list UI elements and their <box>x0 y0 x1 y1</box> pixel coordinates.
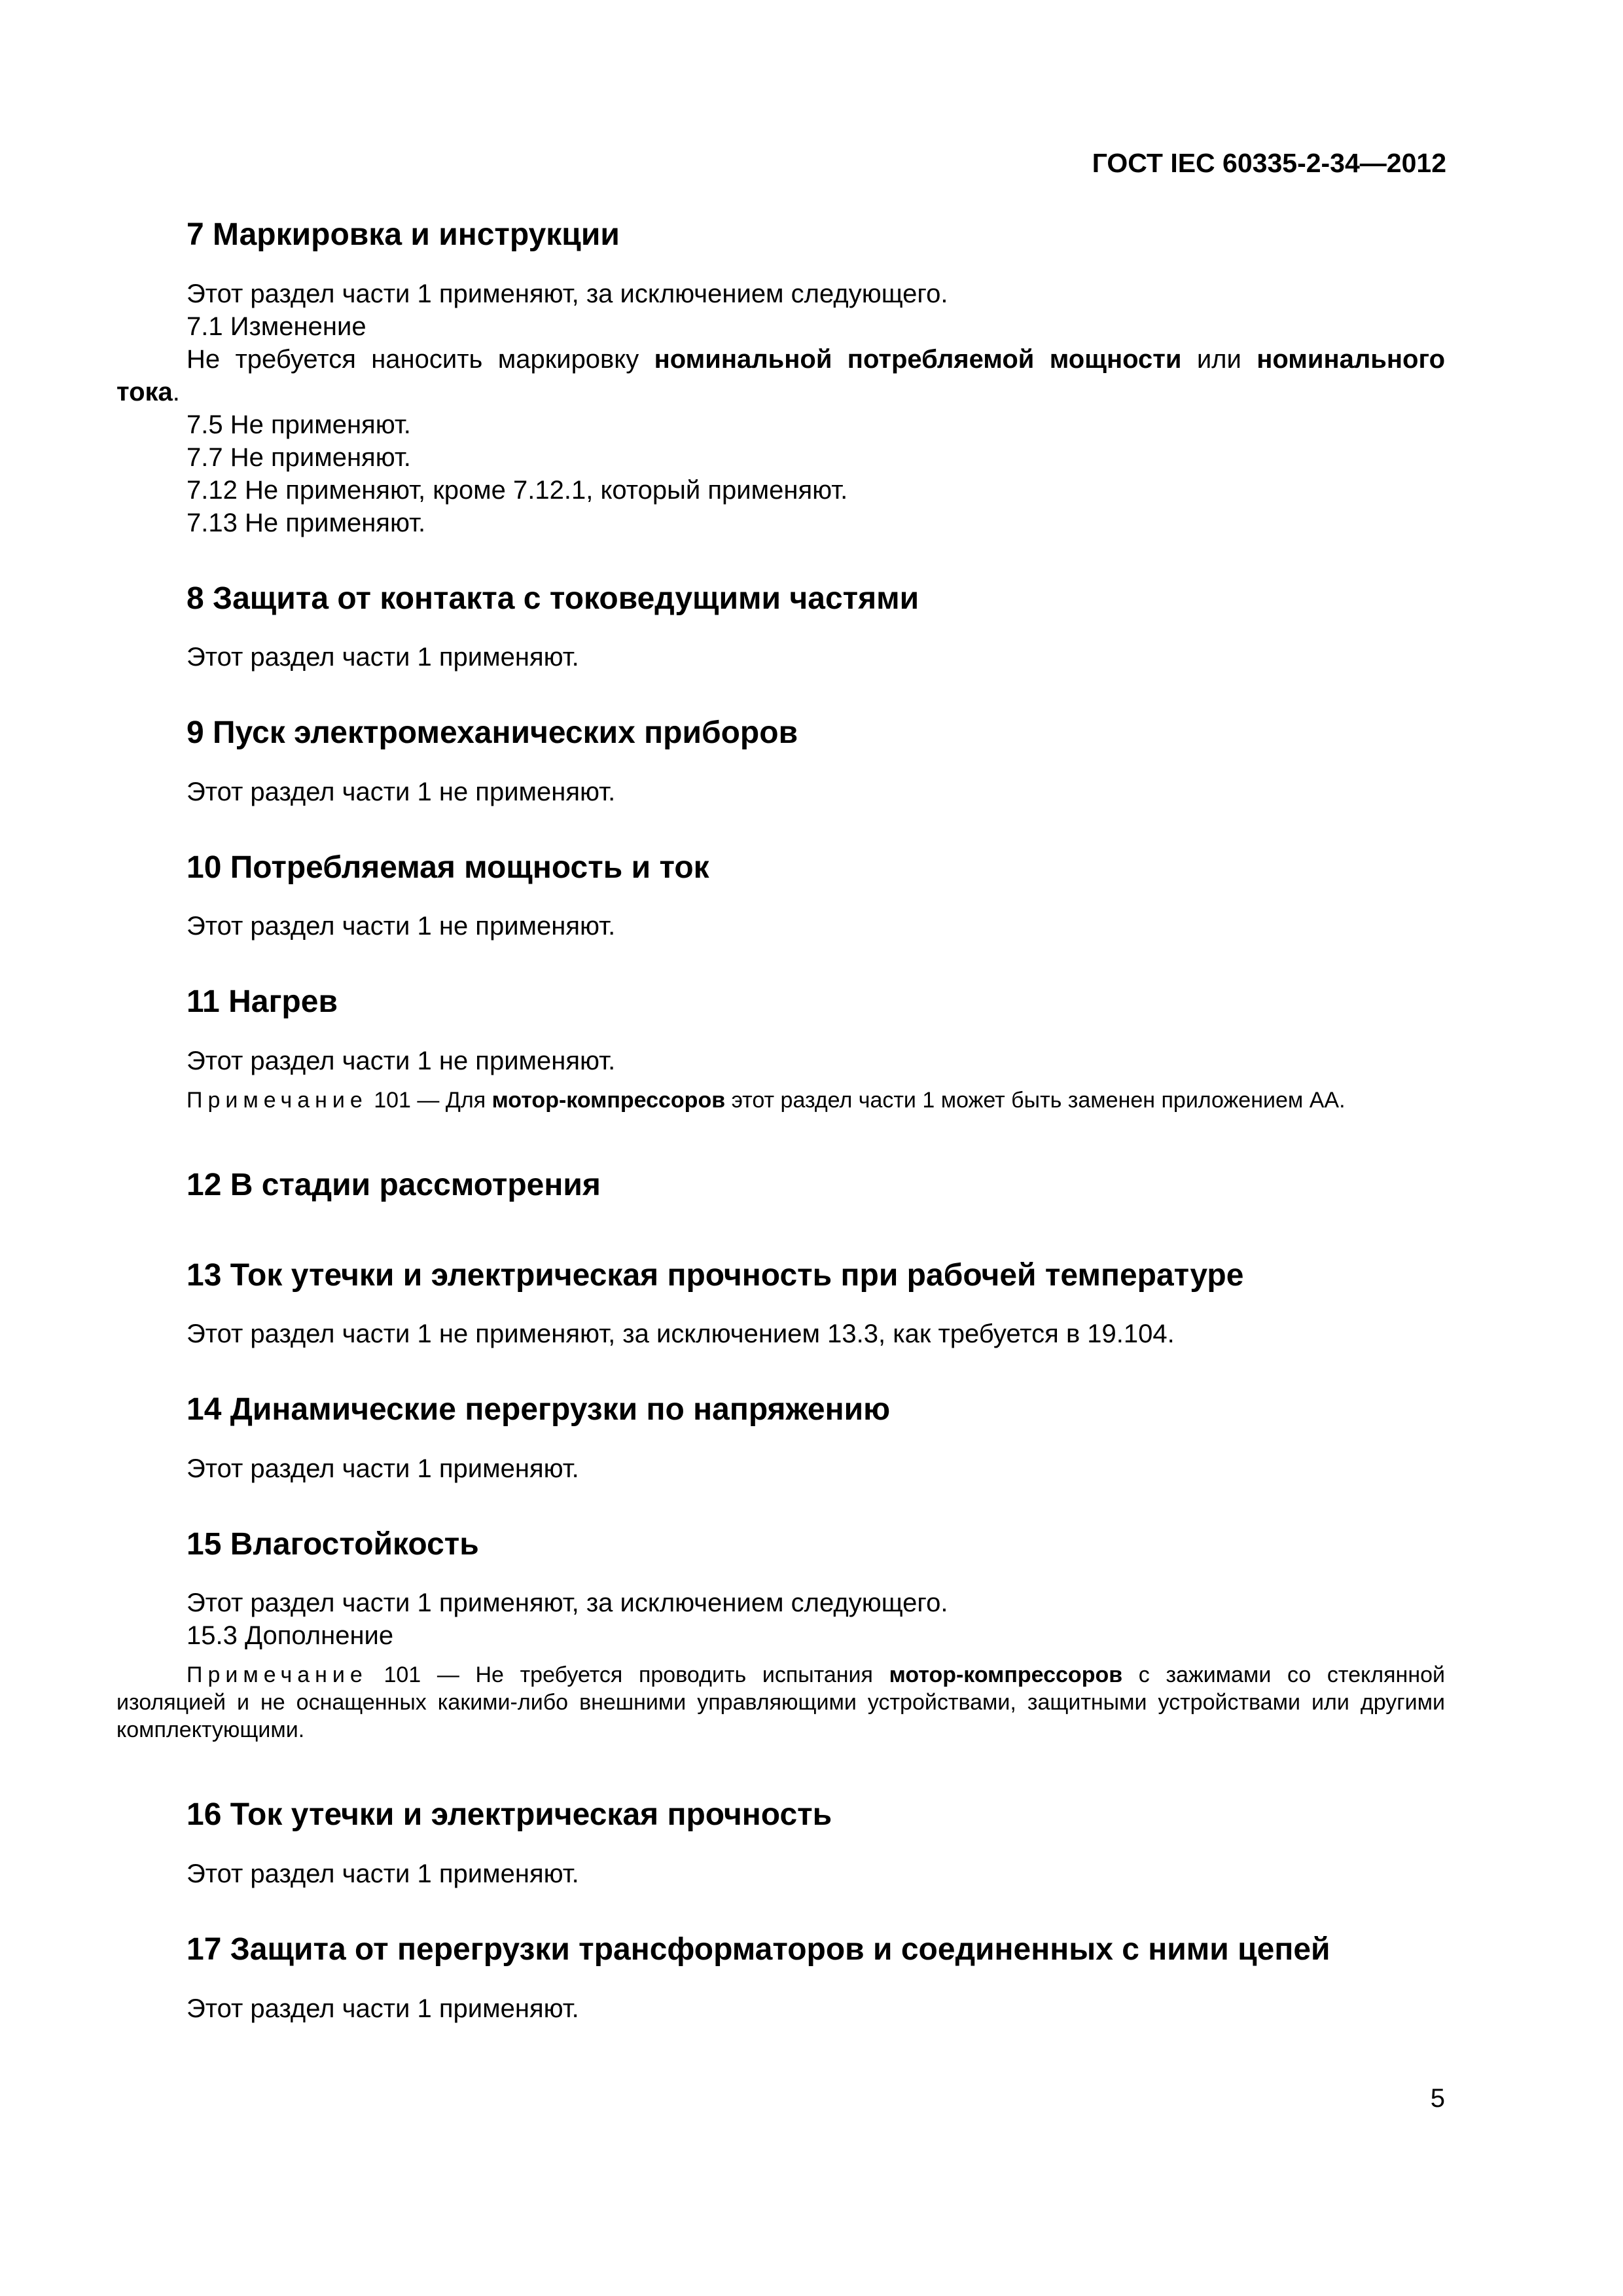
section-14-text: Этот раздел части 1 применяют. <box>187 1454 579 1483</box>
page-number: 5 <box>1430 2084 1445 2113</box>
clause-7-13: 7.13 Не применяют. <box>187 508 426 537</box>
term-rated-current: номинального тока <box>116 344 1446 406</box>
section-16-title: 16 Ток утечки и электрическая прочность <box>187 1797 832 1833</box>
note-text-a: 101 — Для <box>367 1087 492 1113</box>
section-17-title: 17 Защита от перегрузки трансформаторов и соединенных с ними цепей <box>187 1931 1330 1967</box>
clause-7-7: 7.7 Не применяют. <box>187 442 411 472</box>
document-code: ГОСТ IEC 60335-2-34—2012 <box>1092 148 1446 178</box>
section-9-title: 9 Пуск электромеханических приборов <box>187 715 798 751</box>
clause-15-3: 15.3 Дополнение <box>187 1621 394 1651</box>
term-motor-compressors: мотор-компрессоров <box>491 1087 726 1113</box>
section-8-text: Этот раздел части 1 применяют. <box>187 643 579 672</box>
section-8-title: 8 Защита от контакта с токоведущими частями <box>187 581 919 616</box>
term-rated-power: номинальной потребляемой мощности <box>654 344 1182 374</box>
note-label: Примечание <box>187 1662 368 1688</box>
section-15-note <box>116 1661 1445 1744</box>
clause-7-5: 7.5 Не применяют. <box>187 410 411 439</box>
section-9-text: Этот раздел части 1 не применяют. <box>187 777 616 806</box>
section-11-title: 11 Нагрев <box>187 984 338 1020</box>
note-label: Примечание <box>187 1087 368 1113</box>
section-12-title: 12 В стадии рассмотрения <box>187 1167 601 1202</box>
section-10-title: 10 Потребляемая мощность и ток <box>187 850 709 885</box>
section-7-title: 7 Маркировка и инструкции <box>187 217 620 252</box>
note-text-c: с зажимами со стеклянной изоляцией и не оснащенных какими-либо внешними управляющими устройствами, защитными устройствами или другими комплектующими. <box>116 1662 1445 1743</box>
section-11-note <box>116 1086 1445 1114</box>
section-13-title: 13 Ток утечки и электрическая прочность при рабочей температуре <box>187 1257 1244 1293</box>
clause-7-1-text-c: или <box>1181 344 1257 374</box>
clause-7-1-text <box>116 343 1445 408</box>
clause-7-1-text-a: Не требуется наносить маркировку <box>187 344 654 374</box>
note-text-c: этот раздел части 1 может быть заменен приложением АА. <box>725 1087 1346 1113</box>
term-motor-compressors: мотор-компрессоров <box>889 1662 1123 1688</box>
note-text-a: 101 — Не требуется проводить испытания <box>367 1662 889 1688</box>
section-17-text: Этот раздел части 1 применяют. <box>187 1994 579 2023</box>
section-15-title: 15 Влагостойкость <box>187 1526 479 1562</box>
section-15-intro: Этот раздел части 1 применяют, за исключением следующего. <box>187 1588 948 1618</box>
section-11-text: Этот раздел части 1 не применяют. <box>187 1046 616 1075</box>
section-14-title: 14 Динамические перегрузки по напряжению <box>187 1392 891 1427</box>
clause-7-1: 7.1 Изменение <box>187 312 366 341</box>
section-16-text: Этот раздел части 1 применяют. <box>187 1859 579 1888</box>
clause-7-12: 7.12 Не применяют, кроме 7.12.1, который применяют. <box>187 475 848 505</box>
clause-7-1-text-e: . <box>172 377 180 406</box>
section-7-intro: Этот раздел части 1 применяют, за исключением следующего. <box>187 279 948 308</box>
section-13-text: Этот раздел части 1 не применяют, за исключением 13.3, как требуется в 19.104. <box>187 1319 1175 1349</box>
page-content <box>116 216 1445 2025</box>
section-10-text: Этот раздел части 1 не применяют. <box>187 912 616 941</box>
